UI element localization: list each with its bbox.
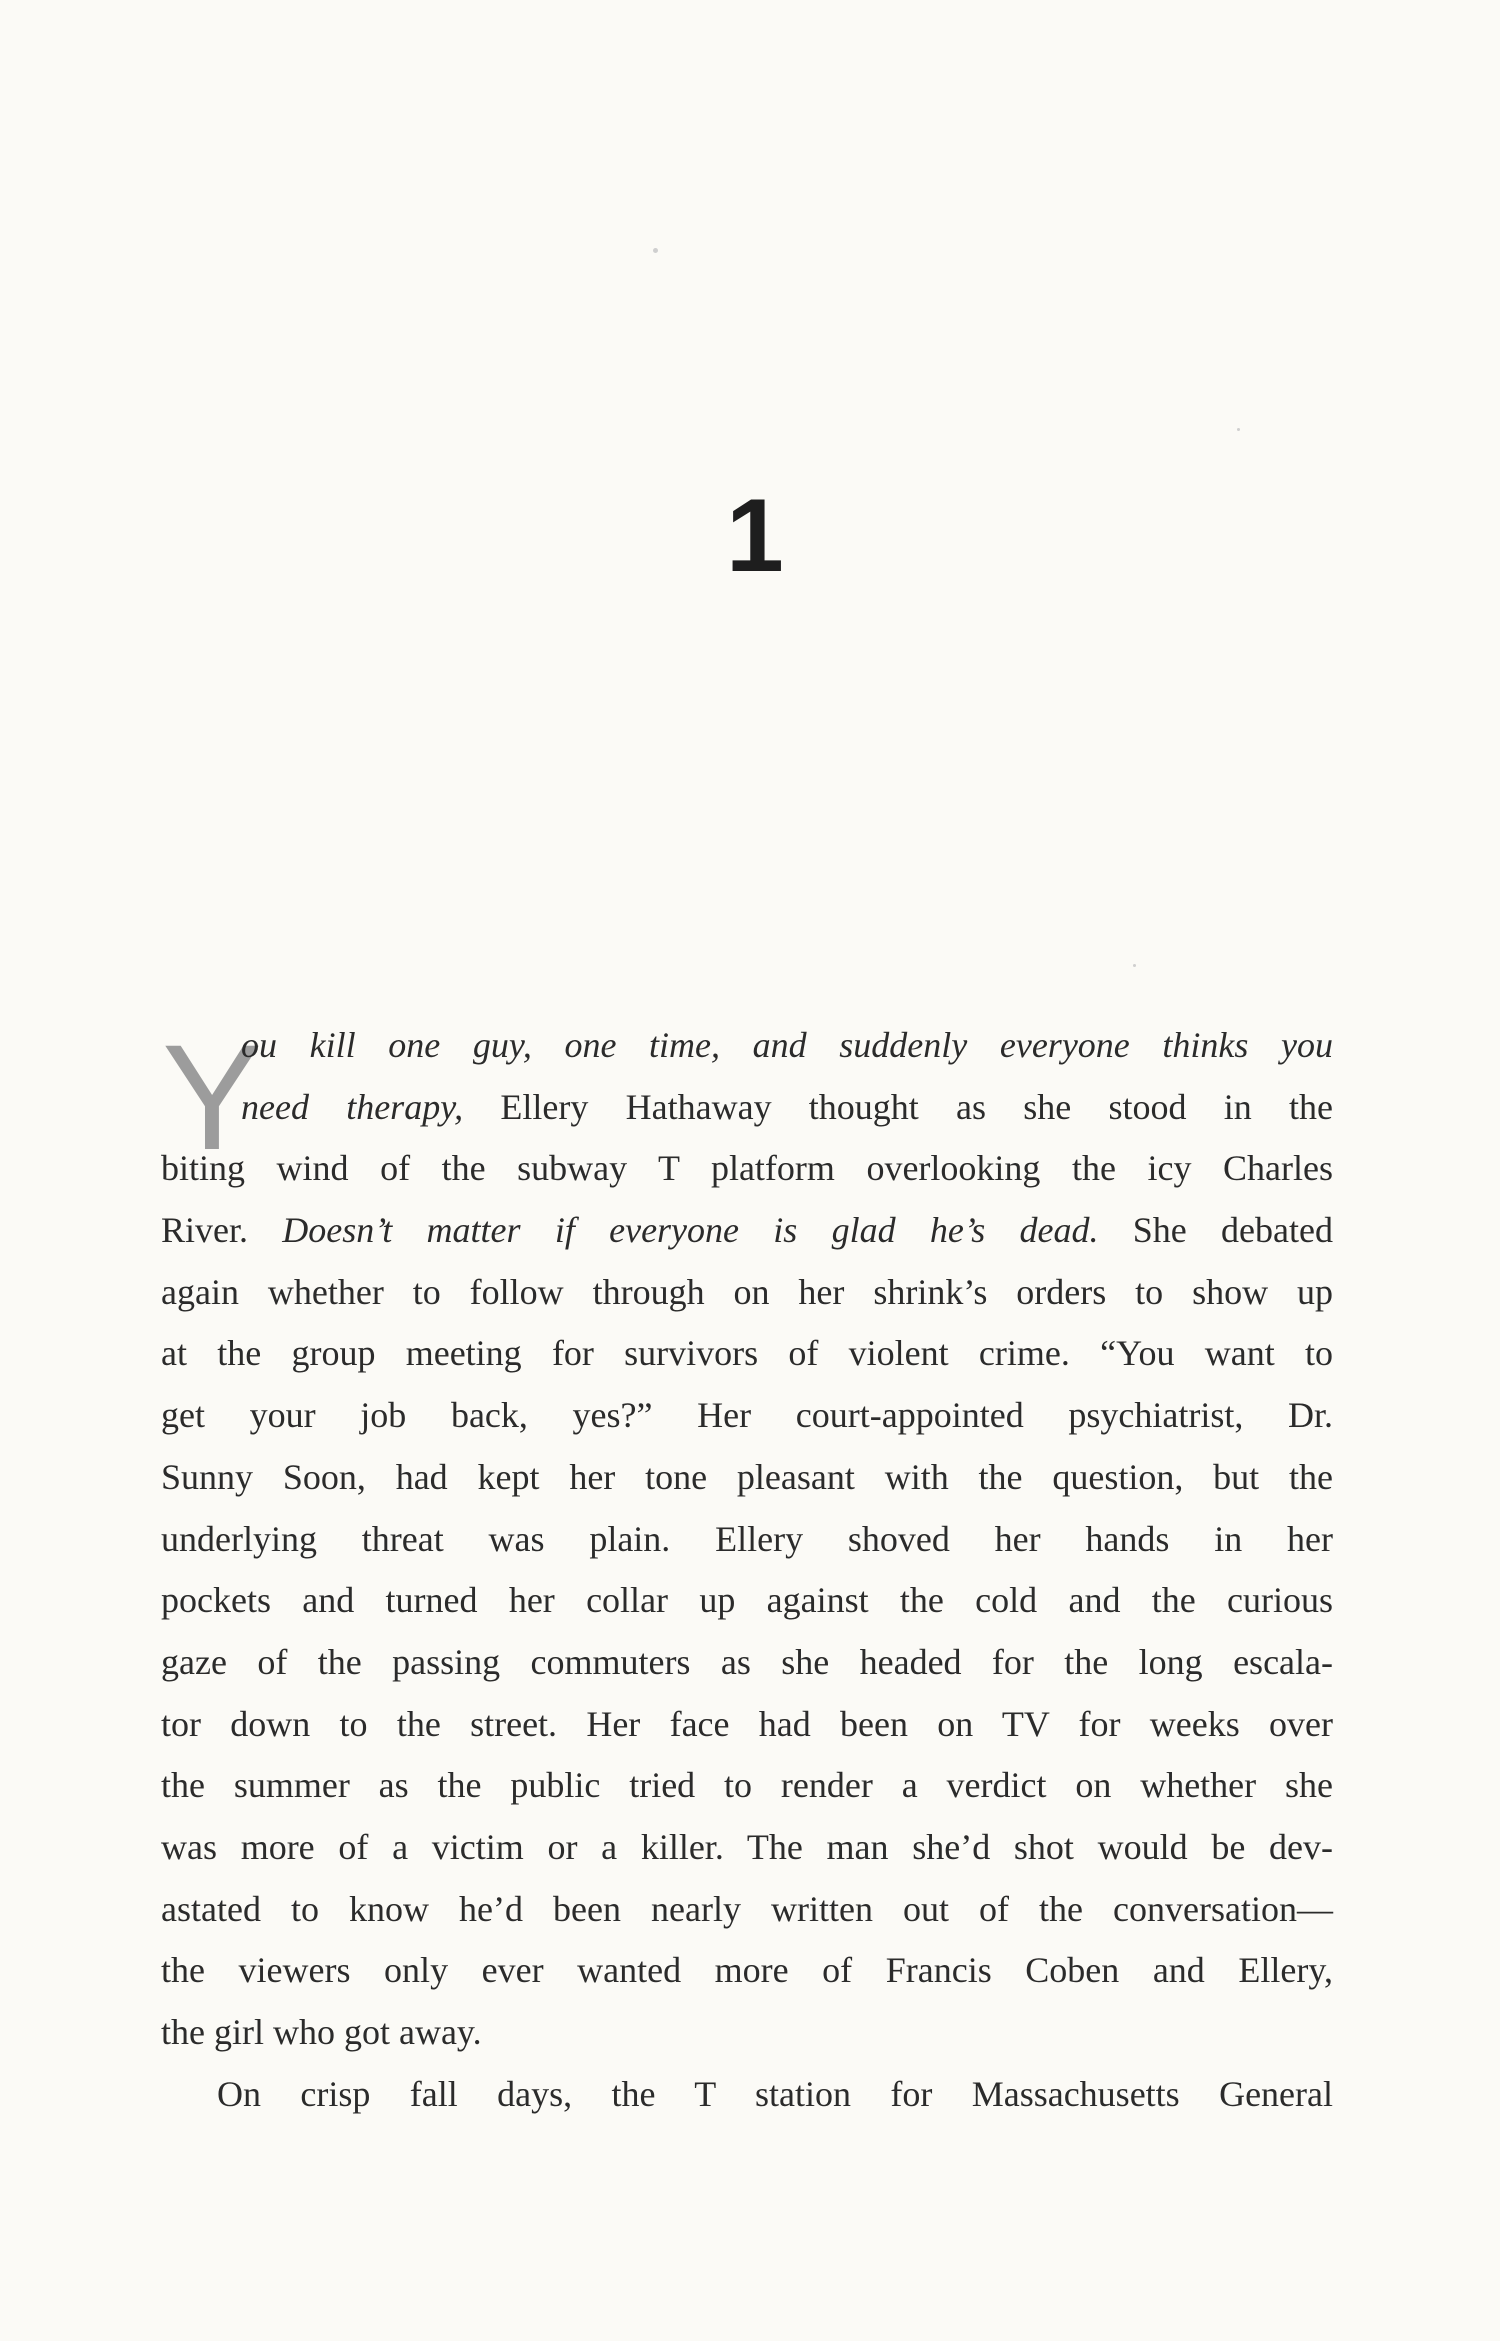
text-line: need therapy, Ellery Hathaway thought as she stood in the [241,1086,1333,1127]
text-line: the viewers only ever wanted more of Francis Coben and Ellery, [161,1950,1333,1991]
chapter-number: 1 [726,478,784,594]
text-line: Sunny Soon, had kept her tone pleasant with the question, but the [161,1456,1333,1497]
text-line: again whether to follow through on her shrink’s orders to show up [161,1271,1333,1312]
scan-speck [653,248,658,253]
text-line: gaze of the passing commuters as she headed for the long escala- [161,1641,1333,1682]
scan-speck [1237,428,1240,431]
text-line: On crisp fall days, the T station for Massachusetts General [217,2073,1333,2114]
text-line: ou kill one guy, one time, and suddenly everyone thinks you [241,1025,1333,1065]
drop-cap-letter: Y [162,1013,263,1181]
text-line: River. Doesn’t matter if everyone is glad he’s dead. She debated [161,1210,1333,1251]
text-line: biting wind of the subway T platform overlooking the icy Charles [161,1148,1333,1189]
text-line: at the group meeting for survivors of violent crime. “You want to [161,1333,1333,1374]
text-line: get your job back, yes?” Her court-appointed psychiatrist, Dr. [161,1395,1333,1436]
text-line: was more of a victim or a killer. The man she’d shot would be dev- [161,1826,1333,1867]
chapter-body-text [161,1015,1333,2125]
text-line: tor down to the street. Her face had been on TV for weeks over [161,1703,1333,1744]
text-line: the girl who got away. [161,2012,482,2052]
text-line: underlying threat was plain. Ellery shoved her hands in her [161,1518,1333,1559]
scan-speck [1133,964,1136,967]
text-line: the summer as the public tried to render a verdict on whether she [161,1765,1333,1806]
text-line: pockets and turned her collar up against the cold and the curious [161,1580,1333,1621]
text-line: astated to know he’d been nearly written out of the conversation— [161,1888,1333,1929]
